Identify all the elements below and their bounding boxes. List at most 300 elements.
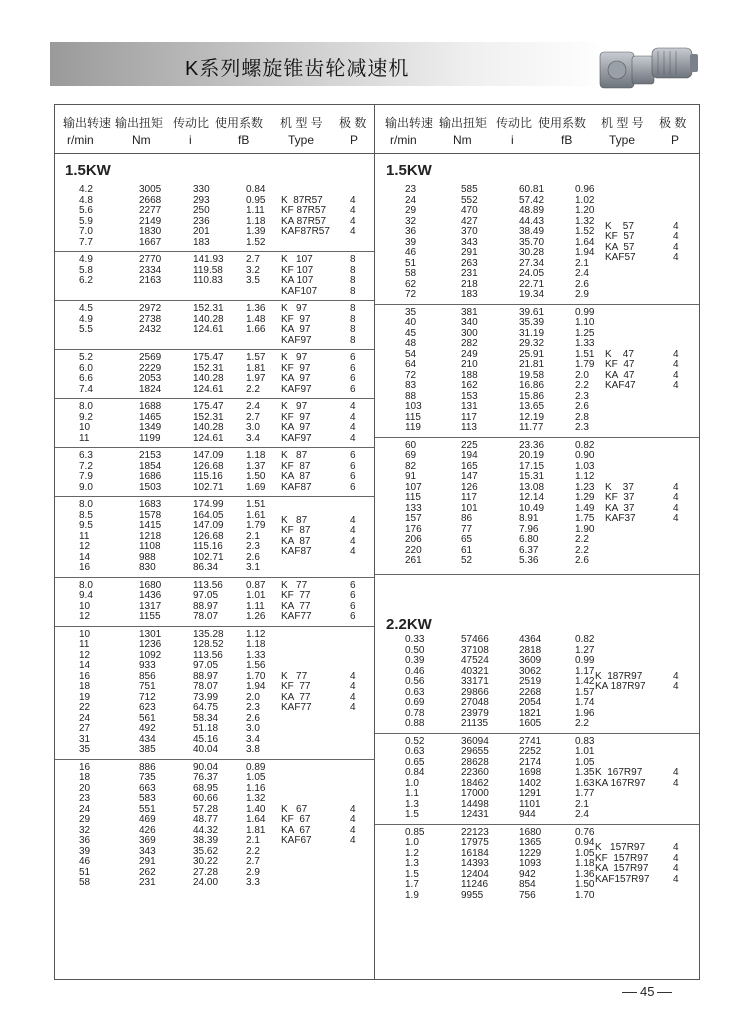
cell-speed: 7.0: [79, 226, 93, 237]
cell-ratio: 97.05: [193, 590, 219, 601]
cell-torque: 77: [461, 523, 473, 535]
cell-ratio: 1093: [519, 858, 542, 869]
model-poles: 4: [673, 220, 679, 232]
cell-ratio: 29.32: [519, 338, 545, 349]
model-poles: 6: [350, 481, 356, 493]
column-fb: [246, 500, 265, 574]
page-title: K系列螺旋锥齿轮减速机: [185, 58, 410, 80]
cell-ratio: 141.93: [193, 254, 224, 265]
header-torque: 输出扭矩: [439, 116, 488, 130]
model-poles: 6: [350, 579, 356, 591]
cell-torque: 231: [139, 877, 156, 888]
column-torque: [139, 304, 161, 336]
cell-speed: 5.6: [79, 205, 93, 216]
cell-speed: 36: [79, 835, 91, 846]
cell-torque: 1680: [139, 579, 162, 591]
cell-speed: 18: [79, 772, 91, 783]
cell-torque: 40321: [461, 665, 489, 677]
cell-torque: 1199: [139, 432, 161, 444]
model-type: KA 97: [281, 422, 311, 433]
model-poles: 6: [350, 611, 356, 622]
cell-speed: 16: [79, 562, 91, 573]
cell-fb: 1.17: [575, 665, 595, 677]
cell-fb: 1.02: [575, 194, 595, 206]
cell-ratio: 39.61: [519, 306, 545, 318]
cell-torque: 57466: [461, 634, 489, 645]
cell-fb: 1.56: [246, 660, 266, 671]
model-group: [281, 255, 362, 297]
column-torque: [139, 630, 161, 756]
cell-speed: 29: [79, 814, 91, 825]
cell-fb: 1.75: [575, 513, 595, 524]
cell-torque: 21135: [461, 718, 489, 729]
cell-ratio: 124.61: [193, 383, 224, 395]
model-type: KAF67: [281, 835, 312, 846]
header-torque-unit: Nm: [132, 133, 151, 147]
cell-fb: 1.12: [246, 628, 266, 640]
cell-ratio: 942: [519, 868, 536, 880]
model-poles: 4: [350, 215, 356, 227]
model-type: KAF97: [281, 334, 312, 346]
row-separator: [55, 577, 374, 578]
model-group: [605, 350, 685, 392]
model-type: KA 187R97: [595, 681, 646, 693]
cell-torque: 28628: [461, 756, 489, 768]
cell-speed: 24: [405, 194, 417, 206]
model-poles: 4: [350, 432, 356, 444]
model-group: [595, 672, 685, 693]
cell-speed: 19: [79, 691, 91, 703]
model-row: [281, 836, 362, 847]
cell-fb: 0.96: [575, 184, 595, 195]
cell-speed: 24: [79, 712, 91, 724]
cell-torque: 2229: [139, 362, 162, 374]
column-fb: [575, 185, 594, 301]
cell-torque: 2569: [139, 352, 162, 363]
cell-torque: 18462: [461, 777, 489, 789]
cell-speed: 10: [79, 422, 91, 433]
cell-fb: 3.4: [246, 432, 260, 444]
model-row: [281, 255, 362, 266]
model-poles: 4: [350, 803, 356, 815]
cell-torque: 343: [139, 845, 156, 857]
cell-torque: 988: [139, 551, 156, 563]
cell-fb: 0.84: [246, 184, 266, 195]
cell-ratio: 58.34: [193, 712, 219, 724]
cell-torque: 249: [461, 348, 478, 360]
column-speed: [79, 581, 93, 623]
cell-fb: 3.2: [246, 264, 260, 276]
cell-fb: 1.32: [246, 793, 266, 804]
cell-fb: 2.2: [575, 718, 589, 729]
cell-speed: 115: [405, 492, 421, 503]
cell-ratio: 183: [193, 236, 210, 248]
cell-ratio: 19.34: [519, 289, 545, 300]
cell-ratio: 13.08: [519, 481, 545, 493]
cell-torque: 300: [461, 327, 478, 339]
cell-ratio: 102.71: [193, 551, 224, 563]
column-torque: [139, 353, 161, 395]
cell-fb: 1.90: [575, 523, 595, 535]
model-poles: 4: [350, 824, 356, 836]
cell-speed: 0.33: [405, 634, 425, 645]
model-poles: 8: [350, 285, 356, 297]
model-type: KAF157R97: [595, 873, 650, 885]
cell-ratio: 64.75: [193, 702, 219, 713]
column-torque: [139, 500, 161, 574]
cell-ratio: 86.34: [193, 562, 219, 573]
model-row: [281, 483, 362, 494]
cell-torque: 426: [139, 824, 156, 836]
cell-fb: 1.63: [575, 777, 595, 789]
cell-torque: 2972: [139, 303, 162, 314]
cell-ratio: 21.81: [519, 359, 545, 370]
model-poles: 8: [350, 334, 356, 346]
model-row: [281, 402, 362, 413]
cell-fb: 1.18: [246, 450, 266, 461]
model-group: [605, 222, 685, 264]
cell-torque: 561: [139, 712, 156, 724]
cell-torque: 282: [461, 338, 478, 349]
cell-speed: 6.2: [79, 275, 93, 286]
cell-fb: 1.03: [575, 460, 595, 472]
cell-torque: 1854: [139, 460, 162, 472]
cell-torque: 262: [139, 866, 156, 878]
cell-torque: 14393: [461, 858, 489, 869]
cell-ratio: 1402: [519, 777, 542, 789]
model-poles: 4: [673, 777, 679, 789]
model-row: [281, 815, 362, 826]
cell-speed: 6.6: [79, 373, 93, 384]
cell-speed: 1.3: [405, 798, 419, 810]
cell-speed: 1.9: [405, 889, 419, 901]
cell-torque: 165: [461, 460, 478, 472]
header-poles-unit: P: [671, 133, 680, 147]
cell-speed: 11: [79, 432, 90, 444]
cell-ratio: 24.05: [519, 268, 545, 279]
header-factor: 使用系数: [215, 116, 264, 130]
cell-torque: 1349: [139, 422, 162, 433]
header-ratio: 传动比: [173, 116, 210, 130]
cell-speed: 12: [79, 611, 91, 622]
cell-ratio: 20.19: [519, 450, 545, 461]
model-poles: 4: [673, 513, 679, 524]
cell-torque: 1667: [139, 236, 162, 248]
cell-torque: 886: [139, 761, 156, 773]
cell-ratio: 97.05: [193, 660, 219, 671]
model-type: KAF107: [281, 285, 318, 297]
cell-speed: 1.7: [405, 879, 419, 890]
cell-fb: 1.01: [246, 590, 266, 601]
model-type: K 97: [281, 401, 308, 412]
cell-fb: 1.18: [246, 639, 266, 650]
column-torque: [461, 737, 489, 821]
column-fb: [246, 255, 260, 287]
cell-ratio: 88.97: [193, 600, 219, 612]
cell-fb: 1.77: [575, 788, 595, 799]
cell-fb: 1.20: [575, 205, 595, 216]
column-fb: [246, 185, 265, 248]
model-group: [595, 843, 685, 885]
row-separator: [375, 733, 699, 734]
model-group: [281, 451, 362, 493]
model-type: KAF87: [281, 481, 312, 493]
column-speed: [79, 185, 93, 248]
model-poles: 6: [350, 600, 356, 612]
cell-ratio: 3609: [519, 655, 542, 666]
cell-torque: 194: [461, 450, 478, 461]
cell-fb: 3.8: [246, 744, 260, 755]
model-poles: 4: [673, 842, 679, 854]
cell-ratio: 854: [519, 879, 536, 890]
cell-speed: 7.7: [79, 236, 93, 248]
cell-torque: 340: [461, 317, 478, 328]
cell-ratio: 124.61: [193, 324, 224, 335]
cell-speed: 4.9: [79, 254, 93, 265]
column-fb: [575, 308, 594, 434]
cell-ratio: 2818: [519, 644, 542, 656]
cell-ratio: 135.28: [193, 628, 224, 640]
cell-ratio: 30.22: [193, 856, 219, 867]
cell-fb: 1.52: [575, 226, 595, 237]
cell-torque: 2432: [139, 324, 162, 335]
cell-fb: 1.11: [246, 600, 265, 612]
model-type: K 77: [281, 579, 308, 591]
model-group: [281, 581, 362, 623]
cell-torque: 2163: [139, 275, 162, 286]
cell-fb: 1.29: [575, 492, 595, 503]
row-separator: [375, 574, 699, 575]
cell-ratio: 174.99: [193, 499, 224, 510]
cell-torque: 2668: [139, 194, 162, 206]
cell-torque: 210: [461, 359, 478, 370]
cell-speed: 6.3: [79, 450, 93, 461]
model-type: K 157R97: [595, 842, 646, 854]
cell-fb: 1.33: [575, 338, 595, 349]
cell-torque: 36094: [461, 735, 489, 747]
cell-ratio: 330: [193, 184, 210, 195]
model-type: KA 77: [281, 600, 311, 612]
cell-speed: 5.2: [79, 352, 93, 363]
cell-fb: 2.3: [246, 702, 260, 713]
cell-speed: 0.46: [405, 665, 425, 677]
cell-speed: 18: [79, 681, 91, 692]
cell-torque: 162: [461, 380, 478, 391]
cell-speed: 1.5: [405, 868, 419, 880]
row-separator: [375, 824, 699, 825]
cell-speed: 35: [79, 744, 91, 755]
cell-torque: 22123: [461, 826, 489, 838]
column-speed: [405, 308, 422, 434]
cell-torque: 2277: [139, 205, 162, 216]
column-speed: [79, 630, 90, 756]
cell-speed: 1.3: [405, 858, 419, 869]
cell-ratio: 293: [193, 194, 210, 206]
column-ratio: [193, 185, 210, 248]
model-poles: 4: [350, 681, 356, 692]
cell-ratio: 30.28: [519, 247, 545, 258]
page-number: 45: [640, 984, 655, 999]
cell-speed: 29: [405, 205, 417, 216]
cell-ratio: 147.09: [193, 450, 224, 461]
model-type: K 57: [605, 220, 634, 232]
model-poles: 6: [350, 590, 356, 601]
cell-speed: 5.9: [79, 215, 93, 227]
model-row: [281, 304, 362, 315]
cell-torque: 735: [139, 772, 156, 783]
header-model: 机 型 号: [280, 116, 323, 130]
cell-ratio: 1365: [519, 837, 542, 848]
column-speed: [405, 635, 424, 730]
cell-speed: 11: [79, 639, 90, 650]
cell-speed: 51: [405, 257, 417, 269]
cell-fb: 1.94: [575, 247, 595, 258]
cell-speed: 54: [405, 348, 417, 360]
model-poles: 4: [350, 546, 356, 558]
cell-ratio: 6.80: [519, 534, 539, 545]
cell-torque: 2149: [139, 215, 162, 227]
cell-speed: 83: [405, 380, 417, 391]
model-row: [281, 374, 362, 385]
cell-speed: 4.9: [79, 313, 93, 325]
model-group: [281, 672, 362, 714]
model-type: KAF37: [605, 513, 636, 524]
model-type: KAF77: [281, 611, 312, 622]
cell-torque: 16184: [461, 847, 489, 859]
model-type: K 77: [281, 670, 308, 682]
model-row: [595, 875, 685, 886]
header-poles: 极 数: [339, 116, 367, 130]
model-type: KA 87: [281, 535, 311, 547]
cell-fb: 1.26: [246, 611, 266, 622]
cell-torque: 585: [461, 184, 478, 195]
cell-fb: 1.16: [246, 782, 266, 794]
model-poles: 4: [673, 252, 679, 264]
cell-speed: 58: [79, 877, 91, 888]
cell-torque: 218: [461, 278, 478, 290]
cell-ratio: 175.47: [193, 352, 224, 363]
column-speed: [79, 255, 93, 287]
cell-torque: 469: [139, 814, 156, 825]
cell-ratio: 48.77: [193, 814, 219, 825]
column-fb: [246, 304, 265, 336]
cell-fb: 0.83: [575, 735, 595, 747]
cell-ratio: 2519: [519, 676, 542, 687]
column-torque: [139, 402, 161, 444]
cell-ratio: 76.37: [193, 772, 219, 783]
model-row: [281, 276, 362, 287]
header-speed-unit: r/min: [67, 133, 94, 147]
cell-speed: 5.8: [79, 264, 93, 276]
model-poles: 6: [350, 460, 356, 472]
model-row: [281, 472, 362, 483]
cell-fb: 1.96: [575, 707, 595, 719]
column-ratio: [519, 737, 541, 821]
cell-torque: 14498: [461, 798, 489, 810]
cell-fb: 1.01: [575, 746, 595, 757]
model-poles: 4: [673, 348, 679, 360]
row-separator: [55, 398, 374, 399]
cell-torque: 381: [461, 306, 478, 318]
model-row: [281, 682, 362, 693]
left-header: [55, 105, 374, 154]
cell-fb: 1.11: [246, 205, 265, 216]
cell-speed: 39: [405, 236, 417, 248]
column-torque: [461, 828, 489, 902]
cell-ratio: 60.66: [193, 793, 219, 804]
model-poles: 4: [673, 681, 679, 693]
model-poles: 4: [350, 814, 356, 825]
model-poles: 4: [350, 835, 356, 846]
model-type: KA 167R97: [595, 777, 646, 789]
model-row: [281, 287, 362, 298]
cell-ratio: 51.18: [193, 723, 219, 734]
column-ratio: [519, 635, 541, 730]
cell-speed: 82: [405, 460, 417, 472]
cell-torque: 1236: [139, 639, 162, 650]
row-separator: [55, 300, 374, 301]
cell-torque: 1218: [139, 530, 162, 542]
cell-torque: 12404: [461, 868, 489, 880]
cell-ratio: 38.39: [193, 835, 219, 846]
cell-fb: 2.6: [246, 712, 260, 724]
model-poles: 8: [350, 275, 356, 286]
model-poles: 8: [350, 254, 356, 265]
model-type: KA 97: [281, 324, 311, 335]
model-row: [595, 768, 685, 779]
model-type: KA 37: [605, 502, 635, 514]
cell-ratio: 2268: [519, 686, 542, 698]
cell-ratio: 2741: [519, 735, 542, 747]
cell-fb: 1.70: [575, 889, 595, 901]
cell-fb: 2.2: [246, 845, 260, 857]
cell-torque: 751: [139, 681, 156, 692]
header-model-unit: Type: [609, 133, 636, 147]
row-separator: [55, 759, 374, 760]
cell-speed: 8.5: [79, 509, 93, 521]
model-poles: 4: [350, 226, 356, 237]
cell-fb: 1.79: [246, 520, 266, 531]
cell-fb: 0.90: [575, 450, 595, 461]
cell-fb: 3.0: [246, 422, 260, 433]
cell-speed: 10: [79, 628, 91, 640]
cell-speed: 39: [79, 845, 91, 857]
cell-speed: 27: [79, 723, 91, 734]
cell-speed: 0.78: [405, 707, 425, 719]
cell-torque: 1465: [139, 411, 162, 423]
model-poles: 4: [673, 380, 679, 391]
cell-torque: 153: [461, 390, 478, 402]
model-type: KF 77: [281, 681, 311, 692]
model-row: [281, 227, 362, 238]
cell-fb: 2.0: [246, 691, 260, 703]
cell-fb: 0.87: [246, 579, 266, 591]
cell-fb: 1.61: [246, 509, 266, 521]
cell-fb: 1.35: [575, 767, 595, 778]
cell-torque: 33171: [461, 676, 489, 687]
cell-ratio: 126.68: [193, 460, 224, 472]
column-fb: [246, 763, 265, 889]
cell-torque: 434: [139, 733, 156, 745]
model-row: [281, 325, 362, 336]
column-torque: [139, 763, 156, 889]
cell-speed: 14: [79, 551, 91, 563]
cell-fb: 1.12: [575, 471, 595, 482]
cell-torque: 552: [461, 194, 478, 206]
model-type: K 187R97: [595, 670, 643, 682]
cell-torque: 623: [139, 702, 156, 713]
cell-torque: 1686: [139, 471, 162, 482]
